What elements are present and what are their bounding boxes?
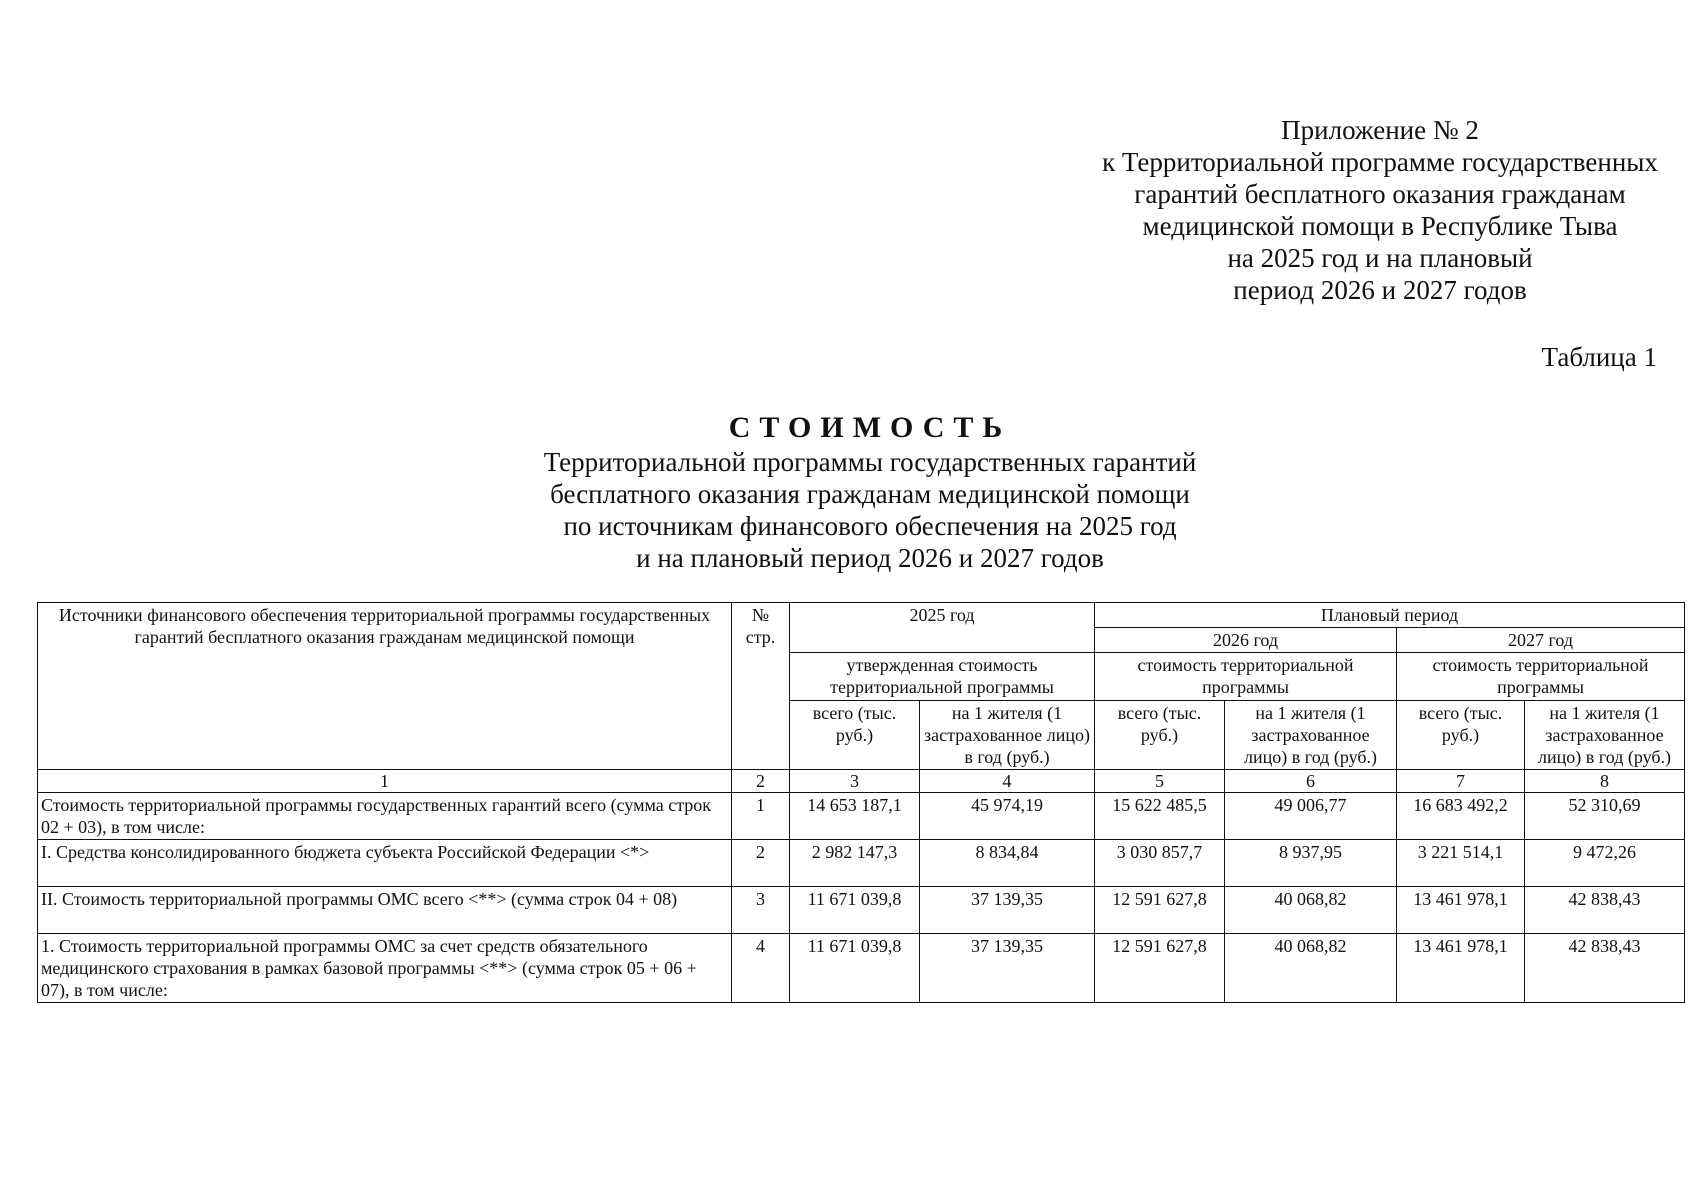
cell-2025-per-person: 37 139,35	[920, 887, 1095, 934]
table-row	[38, 840, 1685, 887]
cell-2026-total: 12 591 627,8	[1095, 887, 1225, 934]
cell-2027-total: 3 221 514,1	[1397, 840, 1525, 887]
appendix-line: на 2025 год и на плановый	[1227, 243, 1533, 273]
table-row	[38, 934, 1685, 1003]
cost-table	[37, 602, 1685, 1003]
cell-2026-per-person: 49 006,77	[1225, 793, 1397, 840]
cell-2027-total: 16 683 492,2	[1397, 793, 1525, 840]
document-title	[0, 410, 1697, 574]
cell-2027-per-person: 42 838,43	[1525, 934, 1685, 1003]
column-number: 3	[790, 770, 920, 793]
cell-2026-total: 3 030 857,7	[1095, 840, 1225, 887]
row-name: 1. Стоимость территориальной программы ОМС за счет средств обязательного медицинского страхования в рамках базовой программы <**> (сумма строк 05 + 06 + 07), в том числе:	[38, 934, 732, 1003]
title-heading: СТОИМОСТЬ	[728, 411, 1012, 444]
table-row	[38, 887, 1685, 934]
appendix-line: к Территориальной программе государственных	[1102, 147, 1658, 177]
header-total: всего (тыс. руб.)	[1397, 700, 1525, 769]
appendix-line: Приложение № 2	[1281, 115, 1479, 145]
appendix-header	[1040, 114, 1697, 306]
title-line: бесплатного оказания гражданам медицинской помощи	[550, 479, 1190, 509]
header-approved-cost: утвержденная стоимость территориальной программы	[790, 653, 1095, 700]
row-no: 4	[732, 934, 790, 1003]
header-row	[38, 603, 1685, 628]
cell-2025-per-person: 45 974,19	[920, 793, 1095, 840]
column-number: 8	[1525, 770, 1685, 793]
row-no: 1	[732, 793, 790, 840]
appendix-line: медицинской помощи в Республике Тыва	[1142, 211, 1618, 241]
cell-2025-per-person: 8 834,84	[920, 840, 1095, 887]
appendix-line: период 2026 и 2027 годов	[1233, 275, 1527, 305]
cell-2026-per-person: 40 068,82	[1225, 887, 1397, 934]
cell-2027-per-person: 42 838,43	[1525, 887, 1685, 934]
row-no: 3	[732, 887, 790, 934]
cell-2025-total: 2 982 147,3	[790, 840, 920, 887]
cell-2027-per-person: 52 310,69	[1525, 793, 1685, 840]
column-number: 1	[38, 770, 732, 793]
appendix-line: гарантий бесплатного оказания гражданам	[1134, 179, 1626, 209]
header-year-2026: 2026 год	[1095, 628, 1397, 653]
table-row	[38, 793, 1685, 840]
cell-2026-per-person: 8 937,95	[1225, 840, 1397, 887]
header-per-person: на 1 жителя (1 застрахованное лицо) в год (руб.)	[1525, 700, 1685, 769]
header-cost-2026: стоимость территориальной программы	[1095, 653, 1397, 700]
cell-2025-total: 11 671 039,8	[790, 887, 920, 934]
column-number: 2	[732, 770, 790, 793]
row-name: I. Средства консолидированного бюджета субъекта Российской Федерации <*>	[38, 840, 732, 887]
cell-2025-total: 11 671 039,8	[790, 934, 920, 1003]
title-line: Территориальной программы государственных гарантий	[543, 447, 1197, 477]
header-year-2027: 2027 год	[1397, 628, 1685, 653]
title-line: и на плановый период 2026 и 2027 годов	[636, 543, 1104, 573]
column-number: 7	[1397, 770, 1525, 793]
column-number: 4	[920, 770, 1095, 793]
header-total: всего (тыс. руб.)	[1095, 700, 1225, 769]
cell-2026-total: 12 591 627,8	[1095, 934, 1225, 1003]
cell-2026-total: 15 622 485,5	[1095, 793, 1225, 840]
row-name: II. Стоимость территориальной программы ОМС всего <**> (сумма строк 04 + 08)	[38, 887, 732, 934]
cell-2027-total: 13 461 978,1	[1397, 887, 1525, 934]
column-numbers-row	[38, 770, 1685, 793]
header-row-no: № стр.	[732, 603, 790, 770]
header-planned-period: Плановый период	[1095, 603, 1685, 628]
header-year-2025: 2025 год	[790, 603, 1095, 653]
cell-2025-per-person: 37 139,35	[920, 934, 1095, 1003]
column-number: 6	[1225, 770, 1397, 793]
row-no: 2	[732, 840, 790, 887]
header-total: всего (тыс. руб.)	[790, 700, 920, 769]
header-source: Источники финансового обеспечения территориальной программы государственных гарантий бесплатного оказания гражданам медицинской помощи	[38, 603, 732, 770]
row-name: Стоимость территориальной программы государственных гарантий всего (сумма строк 02 + 03), в том числе:	[38, 793, 732, 840]
header-per-person: на 1 жителя (1 застрахованное лицо) в год (руб.)	[1225, 700, 1397, 769]
header-per-person: на 1 жителя (1 застрахованное лицо) в год (руб.)	[920, 700, 1095, 769]
header-cost-2027: стоимость территориальной программы	[1397, 653, 1685, 700]
column-number: 5	[1095, 770, 1225, 793]
cell-2025-total: 14 653 187,1	[790, 793, 920, 840]
cell-2027-per-person: 9 472,26	[1525, 840, 1685, 887]
cell-2026-per-person: 40 068,82	[1225, 934, 1397, 1003]
table-label: Таблица 1	[1541, 342, 1657, 372]
title-line: по источникам финансового обеспечения на 2025 год	[563, 511, 1177, 541]
cell-2027-total: 13 461 978,1	[1397, 934, 1525, 1003]
